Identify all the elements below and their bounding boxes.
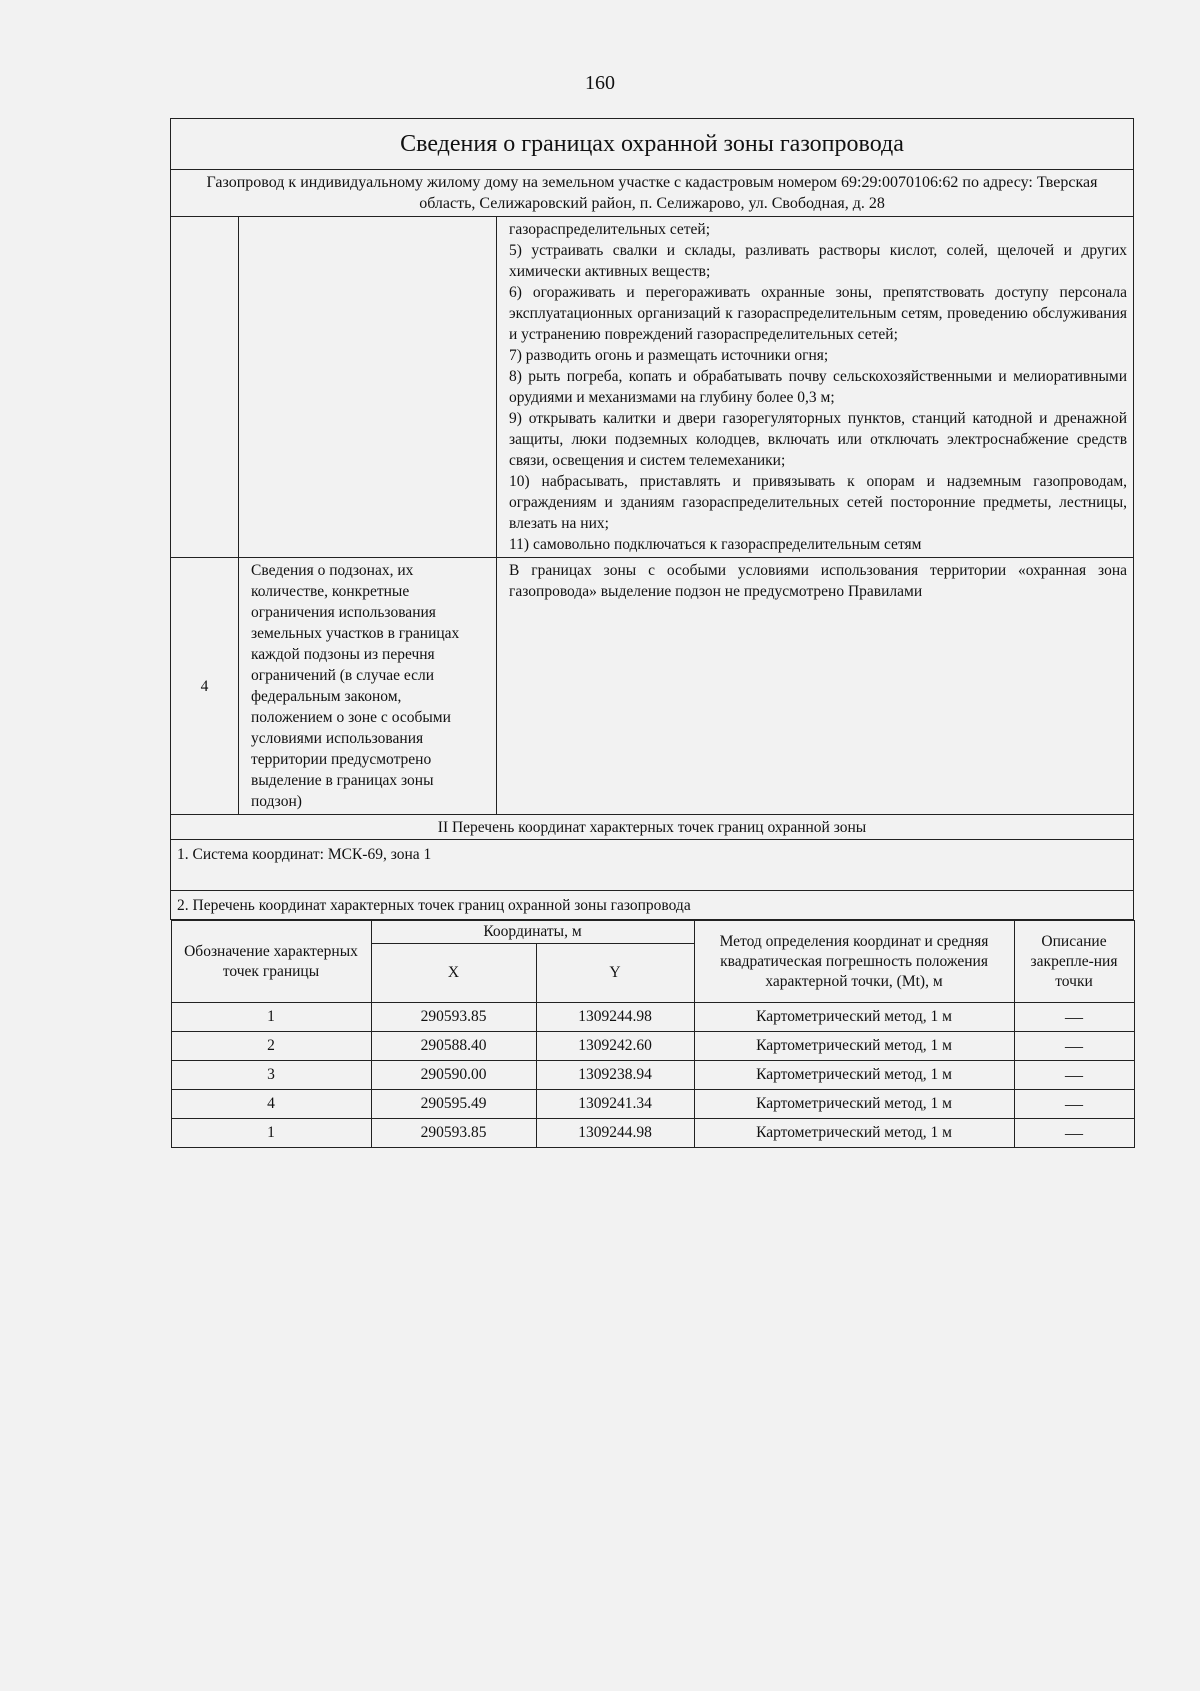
point-id: 3 (171, 1061, 371, 1090)
restriction-item: 11) самовольно подключаться к газораспределительным сетям (509, 536, 922, 553)
method-value: Картометрический метод, 1 м (694, 1090, 1014, 1119)
x-value: 290593.85 (371, 1003, 536, 1032)
header-point: Обозначение характерных точек границы (171, 921, 371, 1003)
point-id: 4 (171, 1090, 371, 1119)
point-id: 1 (171, 1003, 371, 1032)
method-value: Картометрический метод, 1 м (694, 1032, 1014, 1061)
table-row (171, 1032, 1134, 1061)
restriction-item: 5) устраивать свалки и склады, разливать растворы кислот, солей, щелочей и других химически активных веществ; (509, 242, 1128, 280)
restrictions-row (171, 217, 1134, 558)
section-title: II Перечень координат характерных точек границ охранной зоны (171, 815, 1134, 840)
y-value: 1309241.34 (536, 1090, 694, 1119)
table-row (171, 1119, 1134, 1148)
header-coordinates: Координаты, м (371, 921, 694, 944)
description-value: — (1014, 1032, 1134, 1061)
table-row (171, 1090, 1134, 1119)
x-value: 290588.40 (371, 1032, 536, 1061)
restriction-item: 8) рыть погреба, копать и обрабатывать почву сельскохозяйственными и мелиоративными орудиями и механизмами на глубину более 0,3 м; (509, 368, 1128, 406)
header-description: Описание закрепле-ния точки (1014, 921, 1134, 1003)
x-value: 290593.85 (371, 1119, 536, 1148)
description-value: — (1014, 1090, 1134, 1119)
restriction-item: 7) разводить огонь и размещать источники огня; (509, 347, 829, 364)
description-value: — (1014, 1061, 1134, 1090)
header-method: Метод определения координат и средняя квадратическая погрешность положения характерной точки, (Mt), м (694, 921, 1014, 1003)
coordinates-table (171, 920, 1135, 1148)
x-value: 290590.00 (371, 1061, 536, 1090)
object-description: Газопровод к индивидуальному жилому дому на земельном участке с кадастровым номером 69:29:0070106:62 по адресу: Тверская область, Селижаровский район, п. Селижарово, ул. Свободная, д. 28 (171, 170, 1134, 217)
coordinate-system: 1. Система координат: МСК-69, зона 1 (171, 840, 1134, 891)
method-value: Картометрический метод, 1 м (694, 1061, 1014, 1090)
page-number: 160 (585, 72, 615, 94)
restriction-item: 6) огораживать и перегораживать охранные зоны, препятствовать доступу персонала эксплуатационных организаций к газораспределительным сетям, проведению обслуживания и устранению повреждений газораспределительных сетей; (509, 284, 1128, 343)
restriction-item: 10) набрасывать, приставлять и привязывать к опорам и надземным газопроводам, ограждениям и зданиям газораспределительных сетей посторонние предметы, лестницы, влезать на них; (509, 473, 1128, 532)
restrictions-number-cell (171, 217, 239, 558)
restriction-item: 9) открывать калитки и двери газорегуляторных пунктов, станций катодной и дренажной защиты, люки подземных колодцев, включать или отключать электроснабжение средств связи, освещения и систем телемеханики; (509, 410, 1128, 469)
coordinate-list-title: 2. Перечень координат характерных точек границ охранной зоны газопровода (171, 891, 1134, 920)
method-value: Картометрический метод, 1 м (694, 1119, 1014, 1148)
x-value: 290595.49 (371, 1090, 536, 1119)
table-row (171, 1061, 1134, 1090)
subzones-row (171, 558, 1134, 815)
point-id: 1 (171, 1119, 371, 1148)
subzones-value: В границах зоны с особыми условиями использования территории «охранная зона газопровода» выделение подзон не предусмотрено Правилами (497, 558, 1134, 815)
point-id: 2 (171, 1032, 371, 1061)
y-value: 1309244.98 (536, 1119, 694, 1148)
document-title: Сведения о границах охранной зоны газопровода (171, 119, 1134, 170)
description-value: — (1014, 1119, 1134, 1148)
header-x: X (371, 944, 536, 1003)
restriction-item: газораспределительных сетей; (509, 221, 711, 238)
subzones-label: Сведения о подзонах, их количестве, конкретные ограничения использования земельных участков в границах каждой подзоны из перечня ограничений (в случае если федеральным законом, положением о зоне с особыми условиями использования территории предусмотрено выделение в границах зоны подзон) (239, 558, 497, 815)
zone-info-table (170, 118, 1134, 1148)
header-y: Y (536, 944, 694, 1003)
y-value: 1309244.98 (536, 1003, 694, 1032)
y-value: 1309238.94 (536, 1061, 694, 1090)
coordinates-wrapper (171, 920, 1134, 1149)
restrictions-label-cell (239, 217, 497, 558)
restrictions-list (497, 217, 1134, 558)
row-number: 4 (171, 558, 239, 815)
y-value: 1309242.60 (536, 1032, 694, 1061)
method-value: Картометрический метод, 1 м (694, 1003, 1014, 1032)
table-row (171, 1003, 1134, 1032)
description-value: — (1014, 1003, 1134, 1032)
